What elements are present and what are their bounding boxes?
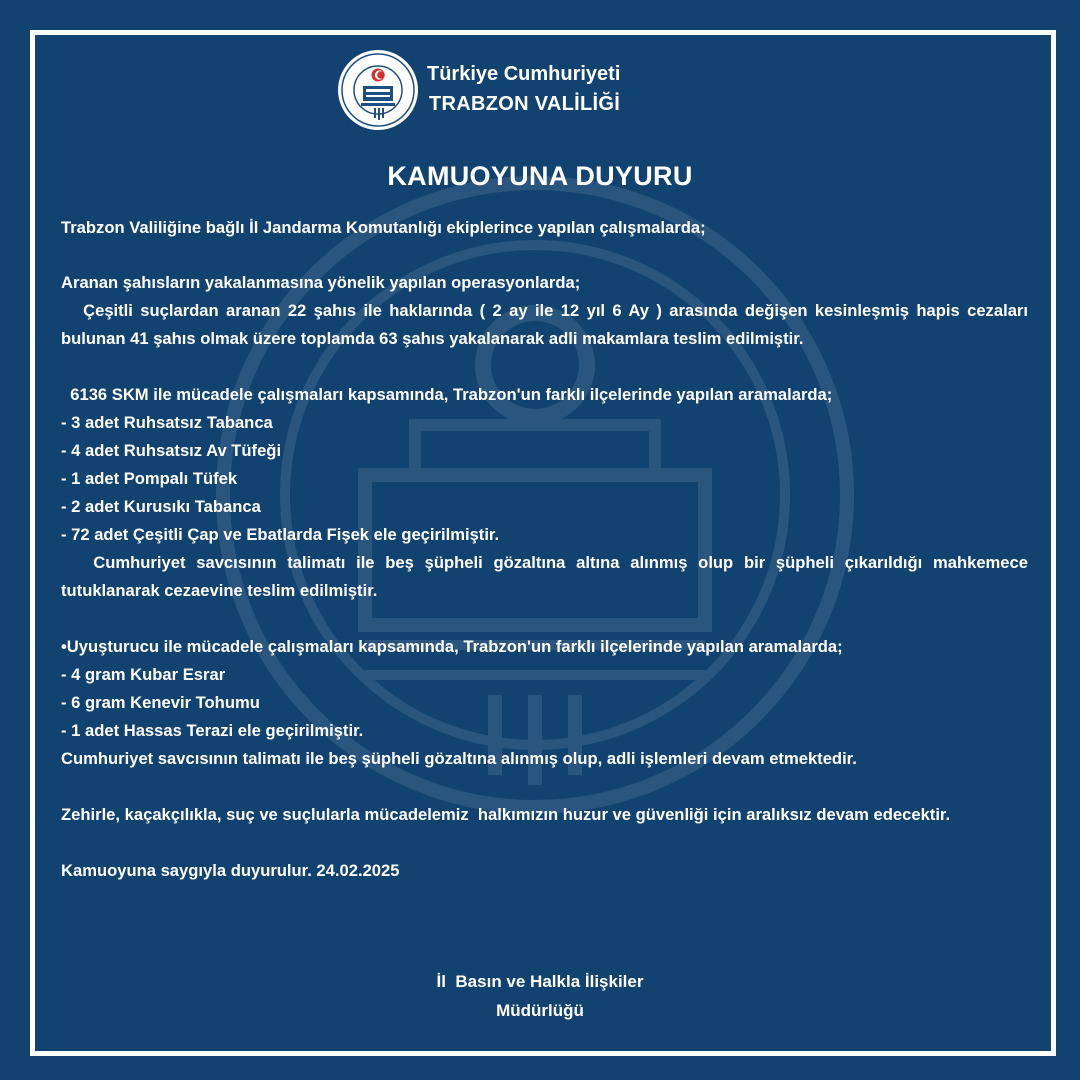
operations-text: Çeşitli suçlardan aranan 22 şahıs ile haklarında ( 2 ay ile 12 yıl 6 Ay ) arasında değişen kesinleşmiş hapis cezaları bulunan 41 şahıs olmak üzere toplamda 63 şahıs yakalanarak adli makamlara teslim edilmiştir. xyxy=(61,301,1033,348)
list-item: - 6 gram Kenevir Tohumu xyxy=(61,693,260,712)
list-item: - 3 adet Ruhsatsız Tabanca xyxy=(61,413,273,432)
footer-signature xyxy=(0,967,1080,1025)
list-item: - 72 adet Çeşitli Çap ve Ebatlarda Fişek ele geçirilmiştir. xyxy=(61,525,500,544)
intro-text: Trabzon Valiliğine bağlı İl Jandarma Komutanlığı ekiplerince yapılan çalışmalarda; xyxy=(61,218,706,237)
sign-off: Kamuoyuna saygıyla duyurulur. 24.02.2025 xyxy=(61,861,400,880)
operations-heading: Aranan şahısların yakalanmasına yönelik yapılan operasyonlarda; xyxy=(61,273,581,292)
trabzon-valiligi-seal-logo xyxy=(337,49,419,131)
header-subtitle: TRABZON VALİLİĞİ xyxy=(429,93,621,115)
announcement-body xyxy=(61,214,1033,885)
drugs-result: Cumhuriyet savcısının talimatı ile beş şüpheli gözaltına alınmış olup, adli işlemleri devam etmektedir. xyxy=(61,749,857,768)
drugs-heading: •Uyuşturucu ile mücadele çalışmaları kapsamında, Trabzon'un farklı ilçelerinde yapılan aramalarda; xyxy=(61,637,843,656)
list-item: - 1 adet Hassas Terazi ele geçirilmiştir. xyxy=(61,721,364,740)
header xyxy=(337,49,757,131)
weapons-result: Cumhuriyet savcısının talimatı ile beş şüpheli gözaltına altına alınmış olup bir şüpheli çıkarıldığı mahkemece tutuklanarak cezaevine teslim edilmiştir. xyxy=(61,553,1033,600)
announcement-title: KAMUOYUNA DUYURU xyxy=(387,161,693,191)
list-item: - 2 adet Kurusıkı Tabanca xyxy=(61,497,261,516)
weapons-heading: 6136 SKM ile mücadele çalışmaları kapsamında, Trabzon'un farklı ilçelerinde yapılan aramalarda; xyxy=(61,385,833,404)
footer-line1: İl Basın ve Halkla İlişkiler xyxy=(436,972,644,991)
list-item: - 1 adet Pompalı Tüfek xyxy=(61,469,238,488)
closing-statement: Zehirle, kaçakçılıkla, suç ve suçlularla mücadelemiz halkımızın huzur ve güvenliği için aralıksız devam edecektir. xyxy=(61,805,951,824)
footer-line2: Müdürlüğü xyxy=(496,1001,584,1020)
list-item: - 4 gram Kubar Esrar xyxy=(61,665,226,684)
header-title: Türkiye Cumhuriyeti xyxy=(427,63,621,85)
list-item: - 4 adet Ruhsatsız Av Tüfeği xyxy=(61,441,282,460)
